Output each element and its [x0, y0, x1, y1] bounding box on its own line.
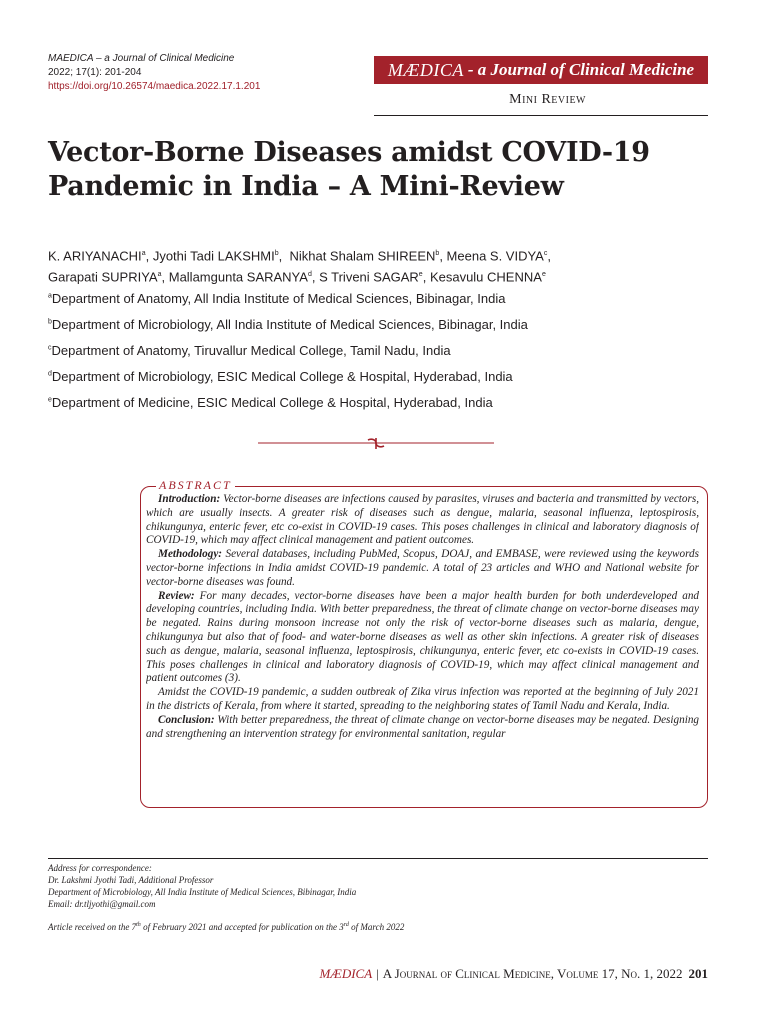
abstract-heading: Review:: [158, 589, 195, 602]
abstract-label: ABSTRACT: [156, 478, 235, 493]
doi-link[interactable]: https://doi.org/10.26574/maedica.2022.17.1.201: [48, 81, 261, 92]
abstract-introduction: [146, 493, 699, 548]
article-title: Vector-Borne Diseases amidst COVID-19 Pandemic in India – A Mini-Review: [48, 137, 650, 202]
affiliation-text: Department of Microbiology, All India Institute of Medical Sciences, Bibinagar, India: [51, 317, 528, 332]
ornament-divider: [258, 436, 494, 450]
author-name: Garapati SUPRIYA: [48, 269, 158, 285]
received-sup: th: [136, 922, 141, 928]
journal-logo-mark: MÆDICA: [387, 59, 464, 80]
author-affil-mark: c: [543, 250, 548, 257]
abstract-review: [146, 590, 699, 687]
author-affil-mark: e: [418, 271, 423, 279]
affiliation-text: Department of Anatomy, All India Institute of Medical Sciences, Bibinagar, India: [51, 291, 506, 306]
received-text: of February 2021 and accepted for publication on the 3: [140, 922, 344, 932]
correspondence-name: Dr. Lakshmi Jyothi Tadi, Additional Professor: [48, 875, 214, 885]
affiliation-e: [48, 395, 728, 410]
journal-banner: [374, 56, 708, 84]
author-affil-mark: b: [435, 250, 440, 257]
received-note: [48, 922, 404, 932]
author-affil-mark: b: [274, 250, 279, 257]
abstract-review-continued: Amidst the COVID-19 pandemic, a sudden outbreak of Zika virus infection was reported at the beginning of July 2021 in the districts of Kerala, from where it started, spreading to the neighboring states of Tamil Nadu and Kerala, India.: [146, 686, 699, 712]
affiliation-text: Department of Medicine, ESIC Medical College & Hospital, Hyderabad, India: [51, 395, 493, 410]
author-name: S Triveni SAGAR: [319, 269, 419, 285]
author-affil-mark: a: [141, 250, 146, 257]
author-affil-mark: a: [157, 271, 162, 279]
affiliation-mark: e: [48, 396, 52, 404]
correspondence-block: [48, 862, 708, 910]
affiliation-d: [48, 369, 728, 384]
received-text: Article received on the 7: [48, 922, 137, 932]
affiliation-b: [48, 317, 728, 332]
author-name: Kesavulu CHENNA: [429, 269, 542, 285]
author-affil-mark: d: [307, 271, 312, 279]
affiliation-text: Department of Anatomy, Tiruvallur Medical College, Tamil Nadu, India: [51, 343, 451, 358]
journal-citation: [48, 52, 260, 94]
author-name: Meena S. VIDYA: [446, 248, 544, 264]
section-label: Mini Review: [509, 92, 586, 107]
footnote-rule: [48, 858, 708, 859]
abstract-paragraph: With better preparedness, the threat of climate change on vector-borne diseases may be negated. Designing and strengthening an intervention strategy for environmental sanitation, regular: [146, 713, 699, 740]
abstract-paragraph: For many decades, vector-borne diseases have been a major health burden for both underdeveloped and developing countries, including India. With better preparedness, the threat of climate change on vector-borne diseases may be negated. Rains during monsoon increase not only the risk of vector-borne diseases such as malaria, dengue, chikungunya but also that of food- and water-borne diseases as well as other skin infections. A greater risk of diseases such as dengue, malaria, seasonal influenza, leptospirosis, chikungunya, enteric fever, etc co-exists in COVID-19 cases. This poses challenges in clinical and laboratory diagnosis of COVID-19, which may affect clinical management and patient outcomes (3).: [146, 589, 699, 685]
abstract-heading: Methodology:: [158, 548, 223, 561]
author-affil-mark: e: [541, 271, 546, 279]
footer-journal-info: A Journal of Clinical Medicine, Volume 17, No. 1, 2022: [382, 966, 683, 981]
author-name: K. ARIYANACHI: [48, 248, 142, 264]
footer-logo-mark: MÆDICA: [319, 966, 373, 981]
author-list: K. ARIYANACHI$^a$, Jyothi Tadi LAKSHMI$^b$, Nikhat Shalam SHIREEN$^b$, Meena S. VIDYA$^c$, Garapati SUPRIYA$^a$, Mallamgunta SARANYA$^d$, S Triveni SAGAR$^e$, Kesavulu CHENNA$^e$: [48, 248, 551, 285]
affiliation-mark: c: [48, 344, 52, 352]
abstract-conclusion: [146, 714, 699, 742]
abstract-heading: Conclusion:: [158, 713, 215, 726]
author-name: Mallamgunta SARANYA: [168, 269, 308, 285]
abstract-methodology: [146, 548, 699, 589]
correspondence-email[interactable]: Email: dr.tljyothi@gmail.com: [48, 899, 156, 909]
abstract-text: [146, 493, 699, 805]
abstract-paragraph: Vector-borne diseases are infections caused by parasites, viruses and bacteria and transmitted by vectors, which are usually insects. A greater risk of diseases such as dengue, malaria, seasonal influenza, leptospirosis, chikungunya, enteric fever, etc co-exist in COVID-19 cases. This poses challenges in clinical and laboratory diagnosis of COVID-19, which may affect clinical management and patient outcomes.: [146, 493, 699, 547]
page-number: 201: [688, 966, 708, 981]
correspondence-department: Department of Microbiology, All India Institute of Medical Sciences, Bibinagar, India: [48, 887, 357, 897]
journal-banner-text: - a Journal of Clinical Medicine: [467, 60, 695, 79]
affiliation-mark: b: [48, 318, 52, 326]
author-name: Nikhat Shalam SHIREEN: [289, 248, 436, 264]
footer-separator: |: [376, 966, 379, 981]
received-text: of March 2022: [348, 922, 405, 932]
affiliation-text: Department of Microbiology, ESIC Medical College & Hospital, Hyderabad, India: [51, 369, 513, 384]
affiliation-c: [48, 343, 728, 358]
section-rule: [374, 115, 708, 116]
received-sup: rd: [343, 922, 349, 928]
author-name: Jyothi Tadi LAKSHMI: [152, 248, 275, 264]
affiliation-a: [48, 291, 728, 306]
page-footer: [319, 966, 708, 982]
affiliation-mark: a: [48, 292, 52, 300]
abstract-heading: Introduction:: [158, 493, 221, 505]
affiliation-mark: d: [48, 370, 52, 378]
correspondence-heading: Address for correspondence:: [48, 863, 152, 873]
journal-name: MAEDICA – a Journal of Clinical Medicine: [48, 53, 235, 64]
abstract-paragraph: Several databases, including PubMed, Scopus, DOAJ, and EMBASE, were reviewed using the keywords vector-borne infections in India amidst COVID-19 pandemic. A total of 23 articles and WHO and National website for vector-borne diseases was found.: [146, 548, 699, 588]
volume-issue: 2022; 17(1): 201-204: [48, 67, 142, 78]
